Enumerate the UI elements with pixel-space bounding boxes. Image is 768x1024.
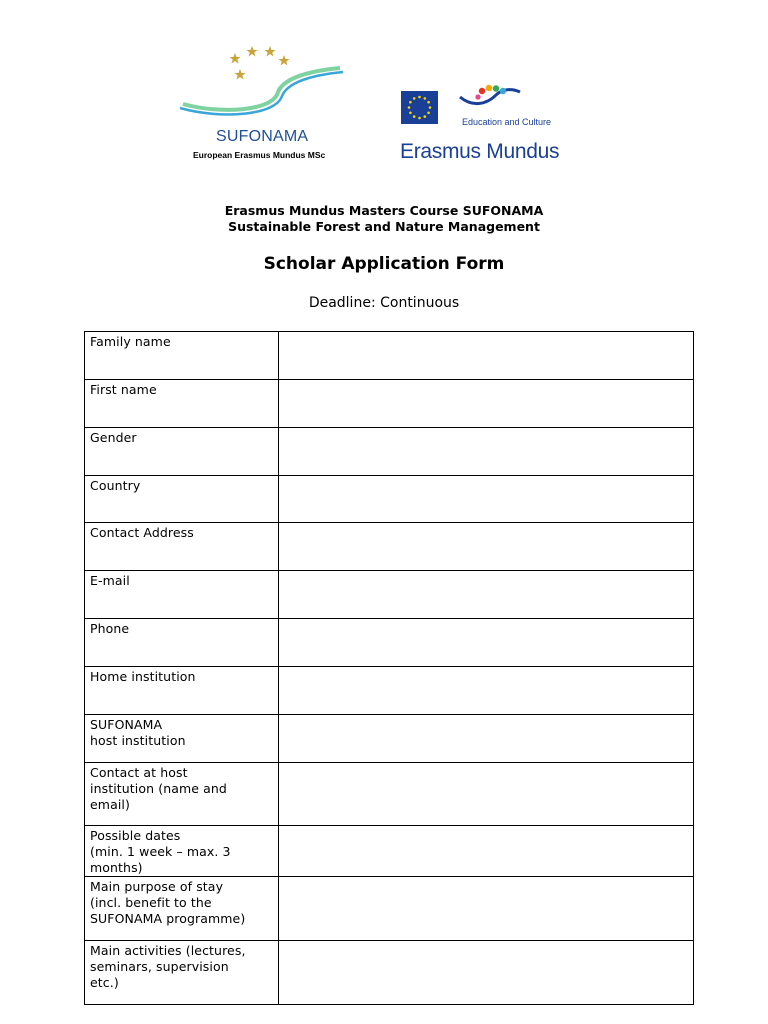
phone-field[interactable] [279, 619, 694, 667]
application-form-table [84, 331, 694, 1005]
course-title: Erasmus Mundus Masters Course SUFONAMA [224, 203, 544, 218]
field-label: Family name [85, 332, 279, 380]
course-subtitle: Sustainable Forest and Nature Management [228, 219, 540, 234]
home-institution-field[interactable] [279, 667, 694, 715]
field-label: Contact Address [85, 523, 279, 571]
education-culture-mark-icon [456, 83, 524, 113]
field-label: Country [85, 476, 279, 523]
form-row-email [85, 571, 694, 619]
contact-address-field[interactable] [279, 523, 694, 571]
main-activities-field[interactable] [279, 941, 694, 1005]
form-row-host-institution [85, 715, 694, 763]
form-title: Scholar Application Form [263, 254, 505, 274]
erasmus-mundus-name: Erasmus Mundus [400, 140, 560, 163]
field-label: Phone [85, 619, 279, 667]
header-logos [0, 0, 768, 190]
field-label: Home institution [85, 667, 279, 715]
field-label: Possible dates (min. 1 week – max. 3 months) [85, 826, 279, 877]
email-field[interactable] [279, 571, 694, 619]
form-row-contact-address [85, 523, 694, 571]
form-row-main-activities [85, 941, 694, 1005]
possible-dates-field[interactable] [279, 826, 694, 877]
form-row-country [85, 476, 694, 523]
field-label: First name [85, 380, 279, 428]
star-icon [230, 46, 290, 80]
form-row-first-name [85, 380, 694, 428]
sufonama-logo-subtitle: European Erasmus Mundus MSc [193, 150, 326, 160]
field-label: E-mail [85, 571, 279, 619]
swoosh-icon [183, 68, 340, 110]
eu-flag-icon [401, 91, 438, 124]
form-row-host-contact [85, 763, 694, 826]
field-label: Contact at host institution (name and email) [85, 763, 279, 826]
gender-field[interactable] [279, 428, 694, 476]
erasmus-mundus-logo [396, 78, 586, 178]
form-row-home-institution [85, 667, 694, 715]
form-row-phone [85, 619, 694, 667]
form-row-gender [85, 428, 694, 476]
field-label: SUFONAMA host institution [85, 715, 279, 763]
field-label: Main purpose of stay (incl. benefit to the SUFONAMA programme) [85, 877, 279, 941]
form-row-possible-dates [85, 826, 694, 877]
deadline-text: Deadline: Continuous [308, 295, 460, 311]
education-culture-tagline: Education and Culture [462, 117, 552, 127]
host-contact-field[interactable] [279, 763, 694, 826]
sufonama-logo-name: SUFONAMA [216, 128, 309, 145]
host-institution-field[interactable] [279, 715, 694, 763]
main-purpose-field[interactable] [279, 877, 694, 941]
form-row-main-purpose [85, 877, 694, 941]
country-field[interactable] [279, 476, 694, 523]
family-name-field[interactable] [279, 332, 694, 380]
first-name-field[interactable] [279, 380, 694, 428]
field-label: Gender [85, 428, 279, 476]
field-label: Main activities (lectures, seminars, supervision etc.) [85, 941, 279, 1005]
form-row-family-name [85, 332, 694, 380]
